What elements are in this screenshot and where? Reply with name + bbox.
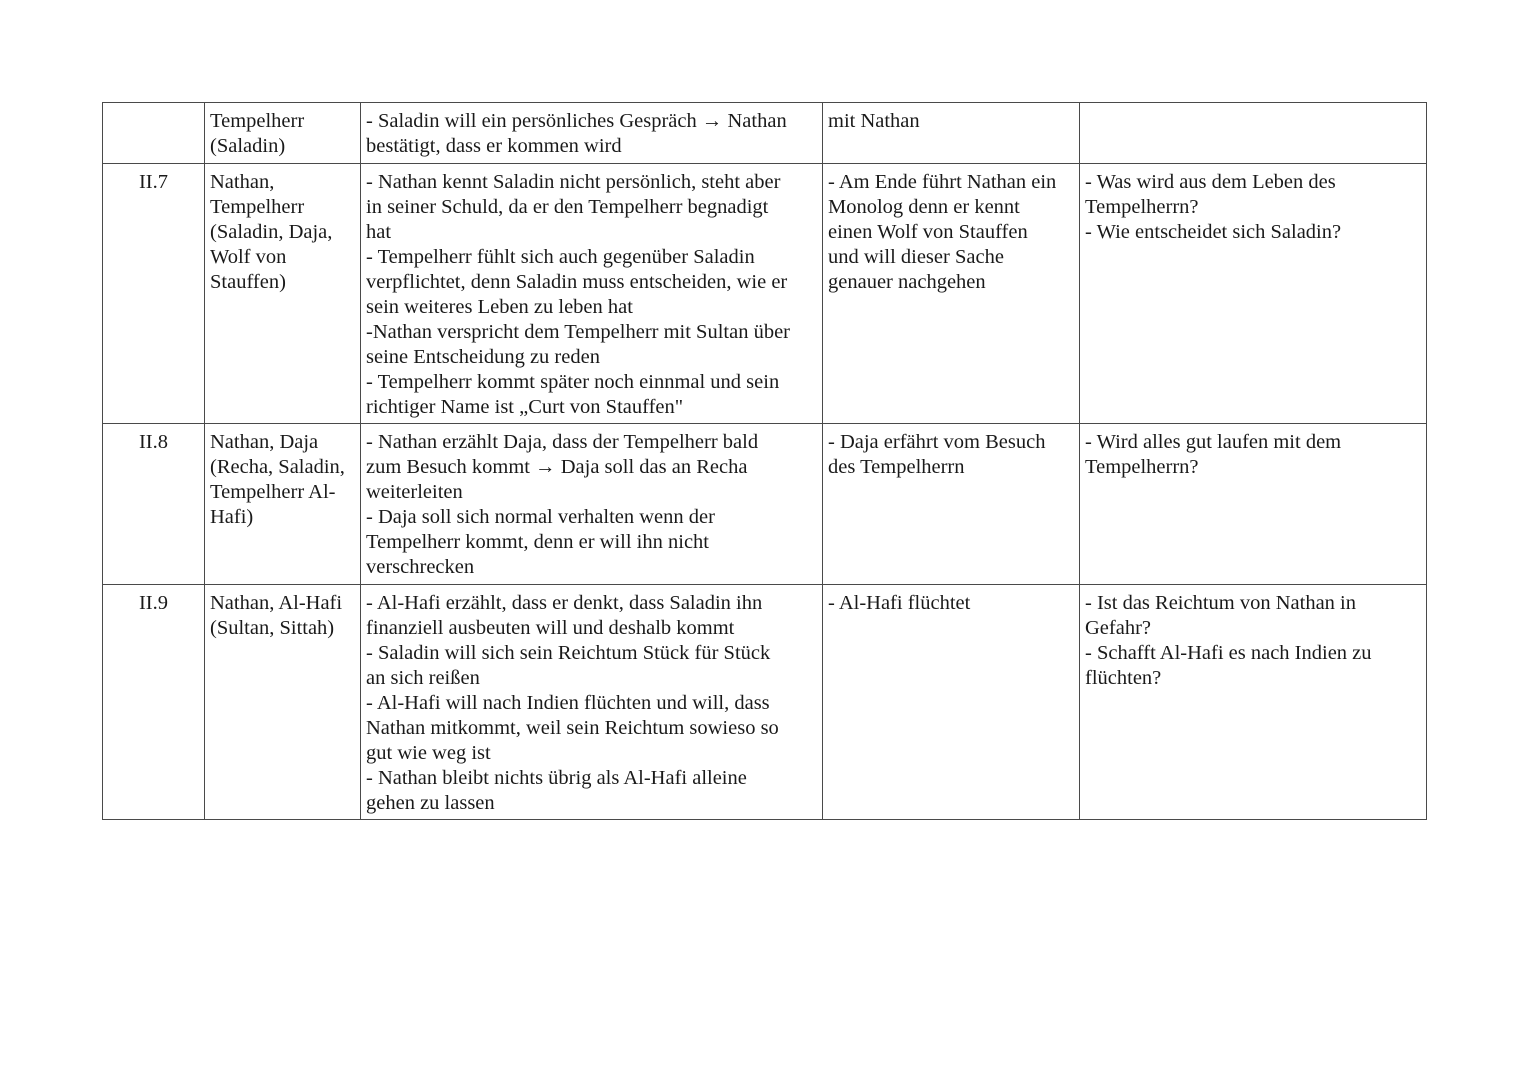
cell-text-line: Wolf von — [210, 246, 287, 268]
content-cell — [361, 585, 823, 820]
characters-cell — [205, 103, 361, 164]
cell-text-line: hat — [366, 221, 392, 243]
cell-text-line: - Tempelherr kommt später noch einnmal und sein — [366, 371, 780, 393]
questions-cell — [1080, 424, 1427, 585]
cell-text-line: - Wird alles gut laufen mit dem — [1085, 431, 1342, 453]
cell-text-line: und will dieser Sache — [828, 246, 1004, 268]
cell-text-line: an sich reißen — [366, 667, 480, 689]
cell-text-line: Gefahr? — [1085, 617, 1152, 639]
cell-text-line: - Al-Hafi erzählt, dass er denkt, dass Saladin ihn — [366, 592, 763, 614]
scene-number-cell: II.7 — [103, 164, 205, 424]
cell-text-line: - Al-Hafi will nach Indien flüchten und will, dass — [366, 692, 770, 714]
cell-text-line: verschrecken — [366, 556, 475, 578]
cell-text-line: (Saladin) — [210, 135, 286, 157]
cell-text-line: Tempelherr — [210, 196, 305, 218]
cell-text-line: Tempelherrn? — [1085, 456, 1199, 478]
result-cell — [823, 103, 1080, 164]
cell-text-line: einen Wolf von Stauffen — [828, 221, 1028, 243]
cell-text-line: richtiger Name ist „Curt von Stauffen" — [366, 396, 684, 418]
result-cell — [823, 164, 1080, 424]
cell-text-line: in seiner Schuld, da er den Tempelherr begnadigt — [366, 196, 769, 218]
questions-cell — [1080, 585, 1427, 820]
cell-text-line: gehen zu lassen — [366, 792, 495, 814]
cell-text-line: Nathan mitkommt, weil sein Reichtum sowieso so — [366, 717, 779, 739]
cell-text-line: - Ist das Reichtum von Nathan in — [1085, 592, 1357, 614]
cell-text-line: gut wie weg ist — [366, 742, 491, 764]
cell-text-line: Nathan, Al-Hafi — [210, 592, 343, 614]
cell-text-line: zum Besuch kommt → Daja soll das an Recha — [366, 456, 748, 478]
content-cell — [361, 424, 823, 585]
cell-text-line: Tempelherr Al- — [210, 481, 336, 503]
cell-text-line: seine Entscheidung zu reden — [366, 346, 600, 368]
cell-text-line: -Nathan verspricht dem Tempelherr mit Sultan über — [366, 321, 791, 343]
cell-text-line: Stauffen) — [210, 271, 286, 293]
characters-cell — [205, 164, 361, 424]
cell-text-line: - Nathan kennt Saladin nicht persönlich, steht aber — [366, 171, 781, 193]
questions-cell — [1080, 103, 1427, 164]
table-row — [103, 585, 1427, 820]
cell-text-line: verpflichtet, denn Saladin muss entscheiden, wie er — [366, 271, 788, 293]
cell-text-line: - Al-Hafi flüchtet — [828, 592, 971, 614]
result-cell — [823, 424, 1080, 585]
cell-text-line: Tempelherrn? — [1085, 196, 1199, 218]
cell-text-line: Tempelherr kommt, denn er will ihn nicht — [366, 531, 709, 553]
content-cell — [361, 103, 823, 164]
cell-text-line: (Recha, Saladin, — [210, 456, 345, 478]
characters-cell — [205, 585, 361, 820]
scene-number-cell: II.9 — [103, 585, 205, 820]
cell-text-line: weiterleiten — [366, 481, 463, 503]
cell-text-line: Monolog denn er kennt — [828, 196, 1020, 218]
cell-text-line: Tempelherr — [210, 110, 305, 132]
cell-text-line: - Saladin will ein persönliches Gespräch → Nathan — [366, 110, 787, 132]
questions-cell — [1080, 164, 1427, 424]
cell-text-line: Nathan, Daja — [210, 431, 319, 453]
cell-text-line: (Sultan, Sittah) — [210, 617, 335, 639]
content-cell — [361, 164, 823, 424]
cell-text-line: - Daja erfährt vom Besuch — [828, 431, 1046, 453]
cell-text-line: genauer nachgehen — [828, 271, 986, 293]
cell-text-line: Nathan, — [210, 171, 275, 193]
characters-cell — [205, 424, 361, 585]
cell-text-line: - Tempelherr fühlt sich auch gegenüber Saladin — [366, 246, 755, 268]
cell-text-line: flüchten? — [1085, 667, 1162, 689]
result-cell — [823, 585, 1080, 820]
cell-text-line: - Schafft Al-Hafi es nach Indien zu — [1085, 642, 1372, 664]
cell-text-line: - Was wird aus dem Leben des — [1085, 171, 1336, 193]
cell-text-line: - Saladin will sich sein Reichtum Stück für Stück — [366, 642, 771, 664]
cell-text-line: sein weiteres Leben zu leben hat — [366, 296, 633, 318]
cell-text-line: mit Nathan — [828, 110, 920, 132]
cell-text-line: Hafi) — [210, 506, 254, 528]
cell-text-line: - Daja soll sich normal verhalten wenn der — [366, 506, 715, 528]
cell-text-line: (Saladin, Daja, — [210, 221, 333, 243]
cell-text-line: des Tempelherrn — [828, 456, 965, 478]
cell-text-line: - Wie entscheidet sich Saladin? — [1085, 221, 1342, 243]
cell-text-line: bestätigt, dass er kommen wird — [366, 135, 622, 157]
scene-number-cell — [103, 103, 205, 164]
cell-text-line: - Nathan bleibt nichts übrig als Al-Hafi alleine — [366, 767, 747, 789]
table-row — [103, 103, 1427, 164]
table-row — [103, 164, 1427, 424]
scene-number-cell: II.8 — [103, 424, 205, 585]
cell-text-line: finanziell ausbeuten will und deshalb kommt — [366, 617, 735, 639]
cell-text-line: - Am Ende führt Nathan ein — [828, 171, 1057, 193]
table-row — [103, 424, 1427, 585]
scene-table — [102, 102, 1427, 820]
cell-text-line: - Nathan erzählt Daja, dass der Tempelherr bald — [366, 431, 759, 453]
